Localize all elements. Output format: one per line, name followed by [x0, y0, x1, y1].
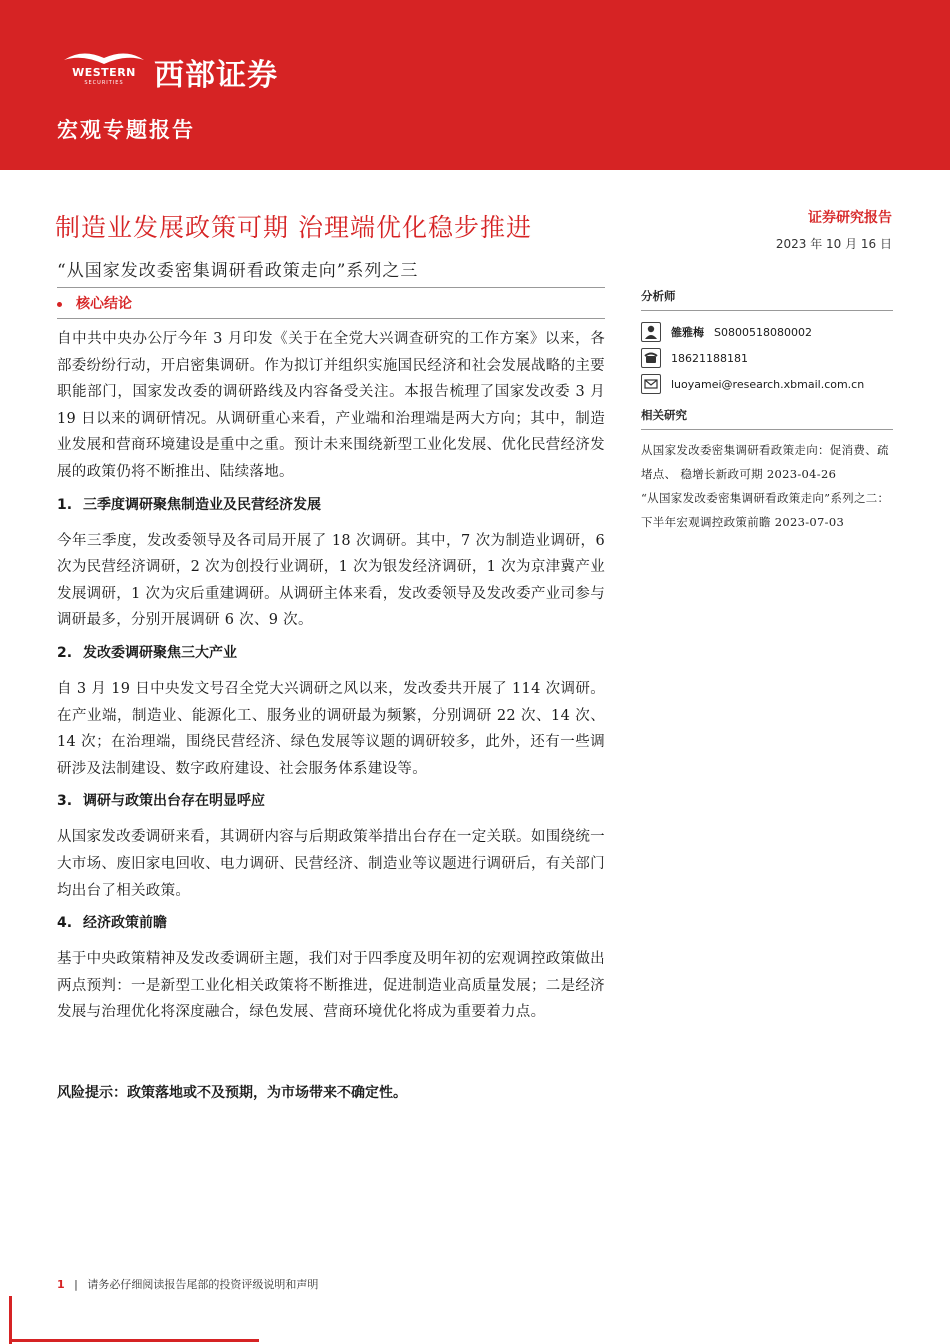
logo-chinese: 西部证券: [154, 58, 278, 93]
report-date: 2023 年 10 月 16 日: [775, 237, 892, 251]
footer-separator: |: [74, 1278, 78, 1291]
core-divider: [57, 318, 605, 319]
analyst-cert: S0800518080002: [714, 325, 812, 339]
email-icon: [641, 374, 661, 394]
report-type: 宏观专题报告: [57, 118, 195, 142]
report-title: 制造业发展政策可期 治理端优化稳步推进: [55, 213, 532, 242]
section-heading: [57, 788, 605, 814]
wing-logo-icon: [62, 46, 146, 66]
header-banner: [0, 0, 950, 170]
main-content: [57, 326, 605, 1032]
page-number: 1: [57, 1278, 65, 1291]
section-title: 发改委调研聚焦三大产业: [83, 644, 237, 661]
analyst-phone: 18621188181: [671, 351, 748, 365]
section-body: 自 3 月 19 日中央发文号召全党大兴调研之风以来，发改委共开展了 114 次调研。在产业端，制造业、能源化工、服务业的调研最为频繁，分别调研 22 次、14 次、14 次；在治理端，围绕民营经济、绿色发展等议题的调研较多，此外，还有一些调研涉及法制建设、数字政府建设、社会服务体系建设等。: [57, 680, 605, 777]
logo-english: WESTERN: [72, 66, 136, 79]
core-conclusion-label: 核心结论: [76, 296, 132, 312]
section-heading: [57, 492, 605, 518]
section-title: 调研与政策出台存在明显呼应: [83, 793, 265, 810]
section-body: 基于中央政策精神及发改委调研主题，我们对于四季度及明年初的宏观调控政策做出两点预判：一是新型工业化相关政策将不断推进，促进制造业高质量发展；二是经济发展与治理优化将深度融合，绿色发展、营商环境优化将成为重要着力点。: [57, 951, 605, 1021]
corner-line-horizontal: [9, 1339, 259, 1342]
section-number: 1.: [57, 496, 73, 513]
person-icon: [641, 322, 661, 342]
analyst-email-row: [641, 371, 893, 397]
report-label: 证券研究报告: [808, 210, 892, 226]
bullet-icon: [57, 302, 62, 307]
section-number: 2.: [57, 644, 73, 661]
title-divider: [57, 287, 605, 288]
related-report[interactable]: 从国家发改委密集调研看政策走向：促消费、疏堵点、 稳增长新政可期 2023-04-26: [641, 443, 889, 481]
analyst-heading: 分析师: [641, 288, 893, 311]
analyst-name: 雒雅梅: [671, 326, 704, 339]
report-subtitle: “从国家发改委密集调研看政策走向”系列之三: [57, 261, 419, 281]
risk-warning: 风险提示：政策落地或不及预期，为市场带来不确定性。: [57, 1085, 407, 1101]
company-logo: [58, 46, 318, 106]
phone-icon: [641, 348, 661, 368]
analyst-phone-row: [641, 345, 893, 371]
section-title: 三季度调研聚焦制造业及民营经济发展: [83, 496, 321, 513]
section-body: 从国家发改委调研来看，其调研内容与后期政策举措出台存在一定关联。如围绕统一大市场、废旧家电回收、电力调研、民营经济、制造业等议题进行调研后，有关部门均出台了相关政策。: [57, 829, 605, 899]
corner-line-vertical: [9, 1296, 12, 1344]
logo-english-sub: SECURITIES: [84, 80, 124, 86]
analyst-name-row: [641, 319, 893, 345]
footer-note: 请务必仔细阅读报告尾部的投资评级说明和声明: [87, 1278, 319, 1291]
core-conclusion-heading: [57, 293, 132, 313]
related-heading: 相关研究: [641, 407, 893, 430]
intro-paragraph: 自中共中央办公厅今年 3 月印发《关于在全党大兴调查研究的工作方案》以来，各部委纷纷行动，开启密集调研。作为拟订并组织实施国民经济和社会发展战略的主要职能部门，国家发改委的调研路线及内容备受关注。本报告梳理了国家发改委 3 月 19 日以来的调研情况。从调研重心来看，产业端和治理端是两大方向；其中，制造业发展和营商环境建设是重中之重。预计未来围绕新型工业化发展、优化民营经济发展的政策仍将不断推出、陆续落地。: [57, 331, 605, 480]
related-report[interactable]: “从国家发改委密集调研看政策走向”系列之二：下半年宏观调控政策前瞻 2023-07-03: [641, 491, 890, 529]
footer: [57, 1276, 318, 1292]
section-number: 3.: [57, 793, 73, 810]
section-title: 经济政策前瞻: [83, 915, 167, 932]
sidebar: [641, 288, 893, 534]
analyst-email[interactable]: luoyamei@research.xbmail.com.cn: [671, 377, 865, 391]
section-heading: [57, 640, 605, 666]
section-body: 今年三季度，发改委领导及各司局开展了 18 次调研。其中，7 次为制造业调研，6 次为民营经济调研，2 次为创投行业调研，1 次为银发经济调研，1 次为京津冀产业发展调研，1 次为灾后重建调研。从调研主体来看，发改委领导及发改委产业司参与调研最多，分别开展调研 6 次、9 次。: [57, 532, 605, 629]
section-heading: [57, 910, 605, 936]
section-number: 4.: [57, 915, 73, 932]
